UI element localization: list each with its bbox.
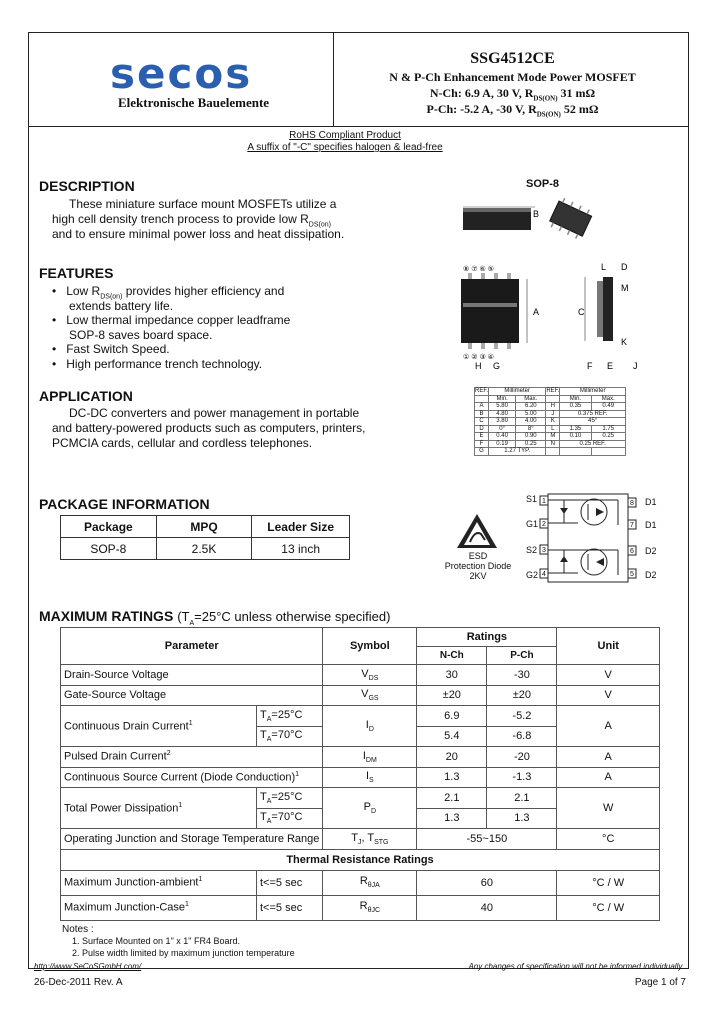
pin-schematic	[538, 490, 638, 586]
dim-letter-b: B	[533, 209, 540, 219]
dim-cell: 5.80	[489, 403, 516, 411]
company-url[interactable]: http://www.SeCoSGmbH.com/	[34, 962, 142, 971]
dim-letter-d: D	[621, 262, 628, 272]
dim-cell: 0.10	[560, 433, 591, 441]
package-info-heading: PACKAGE INFORMATION	[39, 496, 210, 512]
note-item: 2. Pulse width limited by maximum junction temperature	[72, 948, 295, 958]
company-logo: secos	[110, 49, 253, 98]
dim-cell: 1.75	[591, 425, 625, 433]
pin-label: D1	[645, 497, 657, 507]
table-row: Gate-Source Voltage $V_{GS}$ ±20 ±20 V	[61, 685, 660, 706]
svg-text:⑧ ⑦ ⑥ ⑤: ⑧ ⑦ ⑥ ⑤	[463, 266, 494, 273]
pin-label: D1	[645, 520, 657, 530]
col-pch: P-Ch	[487, 647, 557, 665]
dim-sub: Min.	[560, 395, 591, 403]
header-divider	[28, 126, 689, 127]
svg-text:3: 3	[542, 547, 546, 554]
pkg-cell: 13 inch	[252, 538, 350, 560]
dim-cell: H	[546, 403, 560, 411]
feature-item: • Fast Switch Speed.	[52, 342, 170, 356]
esd-label: ESD	[468, 551, 488, 561]
dim-sub: Max.	[591, 395, 625, 403]
logo-subtitle: Elektronische Bauelemente	[118, 95, 270, 110]
page-number: Page 1 of 7	[634, 977, 686, 988]
table-row: Drain-Source Voltage $V_{DS}$ 30 -30 V	[61, 665, 660, 686]
svg-text:4: 4	[542, 571, 546, 578]
table-row: Maximum Junction-ambient$^1$ t<=5 sec $R_{\theta JA}$ 60 °C / W	[61, 870, 660, 895]
dim-letter-g: G	[493, 361, 501, 371]
dim-cell: 3.80	[489, 418, 516, 426]
dim-letter-j: J	[633, 361, 638, 371]
dim-cell: E	[475, 433, 489, 441]
halogen-note: A suffix of "-C" specifies halogen & lead-free	[247, 142, 443, 153]
dim-header: REF.	[546, 388, 560, 395]
svg-text:6: 6	[630, 548, 634, 555]
dim-cell: 1.27 TYP.	[489, 448, 546, 456]
dim-cell: N	[546, 440, 560, 448]
features-heading: FEATURES	[39, 265, 114, 281]
dim-cell: D	[475, 425, 489, 433]
dim-cell: 0.49	[591, 403, 625, 411]
description-line-1: These miniature surface mount MOSFETs utilize a	[69, 197, 337, 211]
dim-cell: A	[475, 403, 489, 411]
table-row: Continuous Drain Current$^1$ $T_A=25^\circ C$ $I_D$ 6.9 -5.2 A	[61, 706, 660, 727]
dim-letter-k: K	[621, 337, 628, 347]
dim-cell: 0.25 REF.	[560, 440, 626, 448]
dim-cell: B	[475, 410, 489, 418]
max-ratings-table	[60, 627, 660, 921]
dim-cell: 4.80	[489, 410, 516, 418]
pkg-cell: 2.5K	[156, 538, 252, 560]
dim-cell: G	[475, 448, 489, 456]
application-line-1: DC-DC converters and power management in portable	[69, 406, 360, 420]
table-row: Pulsed Drain Current$^2$ $I_{DM}$ 20 -20 A	[61, 747, 660, 768]
rohs-note: RoHS Compliant Product	[289, 130, 401, 141]
dim-cell: 0.90	[516, 433, 546, 441]
thermal-heading: Thermal Resistance Ratings	[61, 849, 660, 870]
table-row: Maximum Junction-Case$^1$ t<=5 sec $R_{\theta JC}$ 40 °C / W	[61, 895, 660, 920]
dim-cell: 6.20	[516, 403, 546, 411]
dim-cell: J	[546, 410, 560, 418]
table-row: Operating Junction and Storage Temperature Range $T_J$, $T_{STG}$ -55~150 °C	[61, 829, 660, 850]
dim-header: REF.	[475, 388, 489, 395]
dim-cell: C	[475, 418, 489, 426]
dim-letter-h: H	[475, 361, 482, 371]
dim-cell: 0.40	[489, 433, 516, 441]
dim-cell: 0.35	[560, 403, 591, 411]
svg-text:5: 5	[630, 571, 634, 578]
description-line-2: high cell density trench process to provide low $R_{DS(on)}$	[52, 212, 331, 229]
pin-label: G1	[526, 519, 539, 529]
pkg-cell: SOP-8	[61, 538, 157, 560]
svg-text:① ② ③ ④: ① ② ③ ④	[463, 354, 494, 361]
pin-label: S1	[526, 494, 538, 504]
feature-item: • Low thermal impedance copper leadframe	[52, 313, 291, 327]
part-number: SSG4512CE	[470, 50, 555, 67]
dim-sub: Max.	[516, 395, 546, 403]
dim-cell: 0°	[489, 425, 516, 433]
svg-text:7: 7	[630, 522, 634, 529]
dim-cell: 8°	[516, 425, 546, 433]
dim-letter-f: F	[587, 361, 593, 371]
product-subtitle: N & P-Ch Enhancement Mode Power MOSFET	[389, 70, 636, 84]
description-heading: DESCRIPTION	[39, 178, 135, 194]
dim-cell: 1.35	[560, 425, 591, 433]
dim-cell: 0.19	[489, 440, 516, 448]
dim-cell: 5.00	[516, 410, 546, 418]
dim-cell: F	[475, 440, 489, 448]
pch-spec: P-Ch: -5.2 A, -30 V, $R_{DS(ON)}$ 52 mΩ	[426, 102, 599, 119]
dim-cell: 0.375 REF.	[560, 410, 626, 418]
dim-cell: 4.00	[516, 418, 546, 426]
revision-date: 26-Dec-2011 Rev. A	[34, 977, 123, 988]
col-nch: N-Ch	[417, 647, 487, 665]
feature-item: • High performance trench technology.	[52, 356, 263, 371]
pkg-header: Leader Size	[252, 516, 350, 538]
table-row: $T_A=70^\circ C$ 5.4 -6.8	[61, 726, 660, 747]
dim-header: Millimeter	[560, 388, 626, 396]
feature-item-cont: extends battery life.	[69, 298, 174, 313]
pkg-header: MPQ	[156, 516, 252, 538]
header-vertical-divider	[333, 32, 334, 126]
dim-header: Millimeter	[489, 388, 546, 396]
table-row: $T_A=70^\circ C$ 1.3 1.3	[61, 808, 660, 829]
dim-cell: 45°	[560, 418, 626, 426]
col-parameter: Parameter	[61, 628, 323, 665]
notes-label: Notes :	[62, 924, 94, 935]
nch-spec: N-Ch: 6.9 A, 30 V, $R_{DS(ON)}$ 31 mΩ	[429, 86, 596, 103]
pin-label: S2	[526, 545, 538, 555]
esd-label: 2KV	[469, 571, 487, 581]
pin-label: D2	[645, 570, 657, 580]
dim-letter-m: M	[621, 283, 629, 293]
package-info-table	[60, 515, 350, 560]
dim-letter-c: C	[578, 307, 585, 317]
svg-text:1: 1	[542, 498, 546, 505]
dimension-table	[474, 387, 626, 456]
esd-label: Protection Diode	[444, 561, 512, 571]
pkg-header: Package	[61, 516, 157, 538]
dim-cell: K	[546, 418, 560, 426]
table-row: Total Power Dissipation$^1$ $T_A=25^\circ C$ $P_D$ 2.1 2.1 W	[61, 788, 660, 809]
col-symbol: Symbol	[323, 628, 417, 665]
application-heading: APPLICATION	[39, 388, 133, 404]
col-ratings: Ratings	[417, 628, 557, 647]
description-line-3: and to ensure minimal power loss and heat dissipation.	[52, 227, 345, 241]
dim-letter-l: L	[601, 262, 607, 272]
dim-cell: 0.25	[591, 433, 625, 441]
package-outline-drawing	[455, 195, 655, 380]
esd-warning-icon	[455, 512, 499, 550]
disclaimer: Any changes of specification will not be informed individually.	[468, 962, 684, 971]
svg-text:2: 2	[542, 521, 546, 528]
col-unit: Unit	[557, 628, 660, 665]
svg-text:8: 8	[630, 500, 634, 507]
dim-letter-e: E	[607, 361, 614, 371]
table-row: Continuous Source Current (Diode Conduction)$^1$ $I_S$ 1.3 -1.3 A	[61, 767, 660, 788]
feature-item: • Low $R_{DS(on)}$ provides higher efficiency and	[52, 284, 285, 301]
dim-cell: L	[546, 425, 560, 433]
feature-item-cont: SOP-8 saves board space.	[69, 327, 213, 342]
dim-cell: M	[546, 433, 560, 441]
max-ratings-heading: MAXIMUM RATINGS ($T_A=25^\circ C$ unless otherwise specified)	[39, 608, 391, 627]
application-line-3: PCMCIA cards, cellular and cordless telephones.	[52, 436, 313, 450]
pin-label: D2	[645, 546, 657, 556]
pin-label: G2	[526, 570, 539, 580]
dim-cell: 0.25	[516, 440, 546, 448]
package-label: SOP-8	[526, 178, 560, 190]
application-line-2: and battery-powered products such as computers, printers,	[52, 421, 366, 435]
dim-letter-a: A	[533, 307, 540, 317]
dim-sub: Min.	[489, 395, 516, 403]
note-item: 1. Surface Mounted on 1" x 1" FR4 Board.	[72, 936, 240, 946]
